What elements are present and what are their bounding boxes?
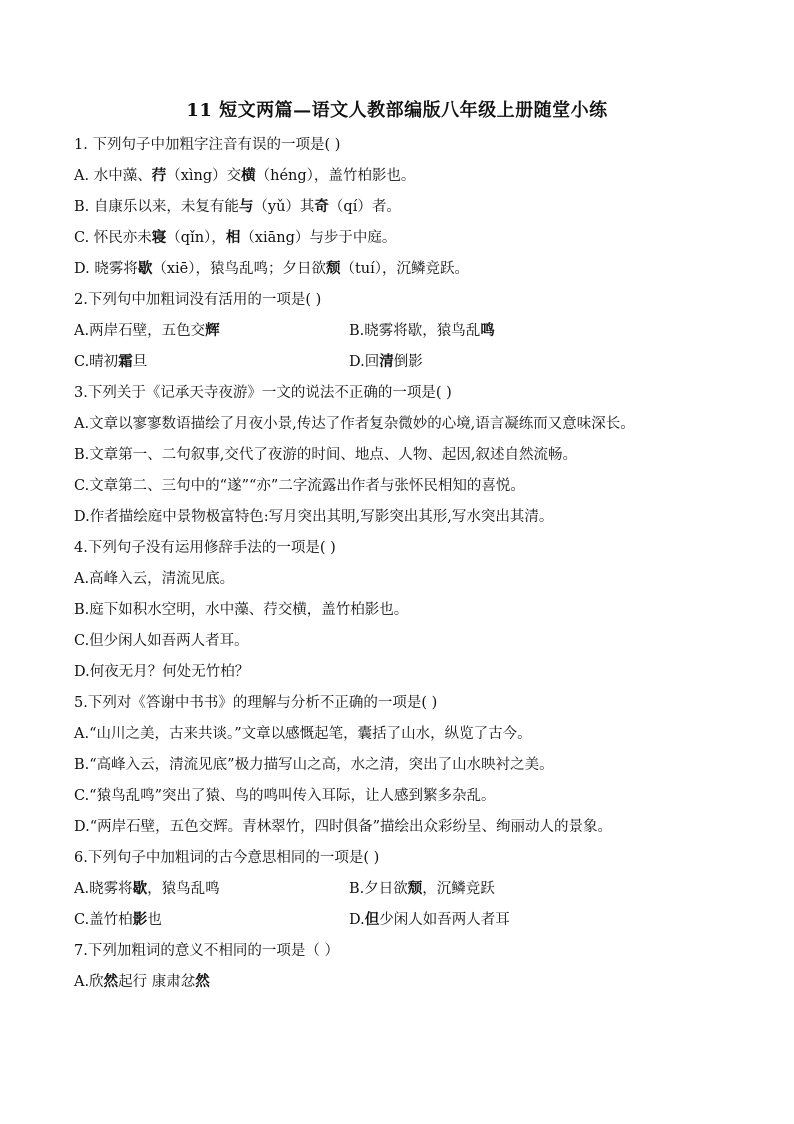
question-1-stem: 1. 下列句子中加粗字注音有误的一项是( ): [74, 137, 341, 153]
question-5-option-c: C.“猿鸟乱鸣”突出了猿、鸟的鸣叫传入耳际，让人感到繁多杂乱。: [74, 788, 496, 804]
question-3-option-c: C.文章第二、三句中的“遂”“亦”二字流露出作者与张怀民相知的喜悦。: [74, 478, 525, 494]
question-3-option-a: A.文章以寥寥数语描绘了月夜小景,传达了作者复杂微妙的心境,语言凝练而又意味深长。: [74, 416, 635, 432]
question-2-option-c: C.晴初霜旦: [74, 353, 148, 370]
question-3-option-d: D.作者描绘庭中景物极富特色:写月突出其明,写影突出其形,写水突出其清。: [74, 509, 554, 525]
question-4-option-d: D.何夜无月？何处无竹柏？: [74, 664, 250, 680]
question-4-stem: 4.下列句子没有运用修辞手法的一项是( ): [74, 540, 336, 556]
question-6-option-a: A.晓雾将歇，猿鸟乱鸣: [74, 880, 220, 897]
question-4-option-a: A.高峰入云，清流见底。: [74, 571, 235, 587]
question-5-option-b: B.“高峰入云，清流见底”极力描写山之高，水之清，突出了山水映衬之美。: [74, 757, 554, 773]
page-title: 11 短文两篇—语文人教部编版八年级上册随堂小练: [186, 100, 608, 121]
question-6-option-c: C.盖竹柏影也: [74, 911, 162, 928]
question-2-option-b: B.晓雾将歇，猿鸟乱鸣: [349, 322, 495, 339]
question-5-option-d: D.“两岸石壁，五色交辉。青林翠竹，四时俱备”描绘出众彩纷呈、绚丽动人的景象。: [74, 819, 613, 835]
question-5-option-a: A.“山川之美，古来共谈。”文章以感慨起笔，囊括了山水，纵览了古今。: [74, 726, 532, 742]
question-5-stem: 5.下列对《答谢中书书》的理解与分析不正确的一项是( ): [74, 695, 438, 711]
question-4-option-c: C.但少闲人如吾两人者耳。: [74, 633, 249, 649]
question-7-option-a: A.欣然起行 康肃忿然: [74, 973, 210, 990]
question-6-option-b: B.夕日欲颓，沉鳞竞跃: [349, 880, 495, 897]
question-6-stem: 6.下列句子中加粗词的古今意思相同的一项是( ): [74, 850, 380, 866]
question-2-option-a: A.两岸石壁，五色交辉: [74, 322, 220, 339]
question-4-option-b: B.庭下如积水空明，水中藻、荇交横，盖竹柏影也。: [74, 602, 409, 618]
question-1-option-a: A. 水中藻、荇（xìng）交横（héng），盖竹柏影也。: [74, 167, 416, 184]
question-2-stem: 2.下列句中加粗词没有活用的一项是( ): [74, 292, 322, 308]
question-1-option-c: C. 怀民亦未寝（qǐn），相（xiāng）与步于中庭。: [74, 229, 397, 246]
question-1-option-d: D. 晓雾将歇（xiē），猿鸟乱鸣；夕日欲颓（tuí），沉鳞竞跃。: [74, 260, 470, 277]
question-7-stem: 7.下列加粗词的意义不相同的一项是（ ）: [74, 943, 339, 959]
question-2-option-d: D.回清倒影: [349, 353, 423, 370]
question-6-option-d: D.但少闲人如吾两人者耳: [349, 911, 510, 928]
question-3-option-b: B.文章第一、二句叙事,交代了夜游的时间、地点、人物、起因,叙述自然流畅。: [74, 447, 577, 463]
question-3-stem: 3.下列关于《记承天寺夜游》一文的说法不正确的一项是( ): [74, 385, 452, 401]
question-1-option-b: B. 自康乐以来，未复有能与（yǔ）其奇（qí）者。: [74, 198, 401, 215]
